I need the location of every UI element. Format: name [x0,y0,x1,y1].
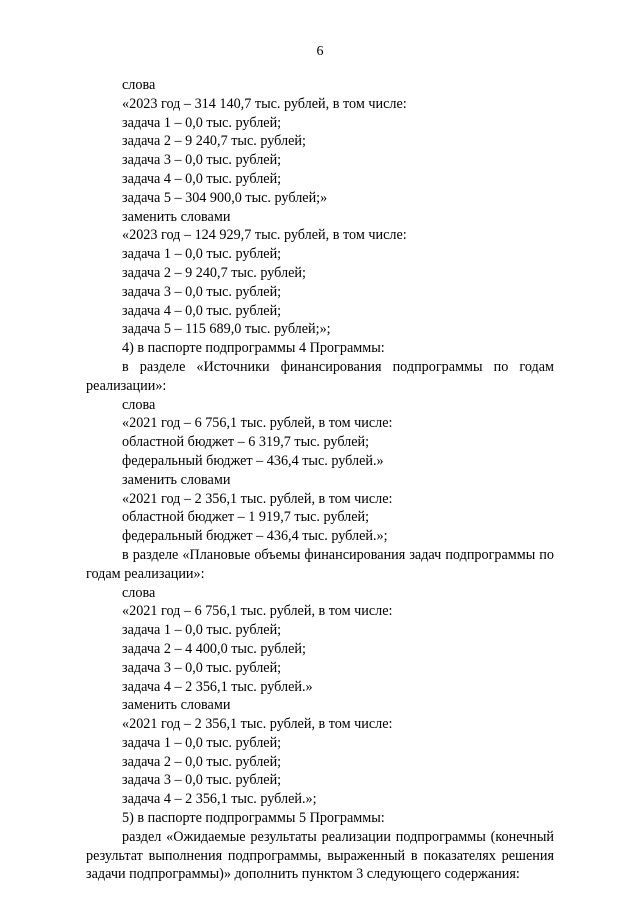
paragraph: заменить словами [122,697,231,714]
paragraph: задача 1 – 0,0 тыс. рублей; [122,114,282,131]
paragraph: «2021 год – 2 356,1 тыс. рублей, в том числе: [122,716,393,733]
paragraph: 4) в паспорте подпрограммы 4 Программы: [122,340,385,357]
paragraph: задача 1 – 0,0 тыс. рублей; [122,734,282,751]
paragraph: задача 2 – 9 240,7 тыс. рублей; [122,264,306,281]
paragraph: задача 3 – 0,0 тыс. рублей; [122,283,282,300]
document-body [86,76,554,884]
paragraph: 5) в паспорте подпрограммы 5 Программы: [122,810,385,827]
paragraph: слова [122,77,156,93]
paragraph: задача 4 – 0,0 тыс. рублей; [122,170,282,187]
paragraph: задача 5 – 115 689,0 тыс. рублей;»; [122,321,331,338]
page-number: 6 [316,44,324,59]
paragraph: «2021 год – 2 356,1 тыс. рублей, в том числе: [122,490,393,507]
paragraph: «2023 год – 124 929,7 тыс. рублей, в том числе: [122,227,407,244]
paragraph: «2023 год – 314 140,7 тыс. рублей, в том числе: [122,95,407,112]
paragraph: задача 4 – 2 356,1 тыс. рублей.» [122,678,313,695]
paragraph: раздел «Ожидаемые результаты реализации подпрограммы (конечный результат выполнения подпрограммы, выраженный в показателях решения задачи подпрограммы)» дополнить пунктом 3 следующего содержания: [86,828,554,883]
paragraph: в разделе «Плановые объемы финансирования задач подпрограммы по годам реализации»: [86,546,554,582]
paragraph: задача 3 – 0,0 тыс. рублей; [122,659,282,676]
paragraph: задача 1 – 0,0 тыс. рублей; [122,246,282,263]
paragraph: федеральный бюджет – 436,4 тыс. рублей.»; [122,528,388,545]
paragraph: задача 5 – 304 900,0 тыс. рублей;» [122,189,328,206]
paragraph: задача 2 – 4 400,0 тыс. рублей; [122,640,306,657]
paragraph: «2021 год – 6 756,1 тыс. рублей, в том числе: [122,415,393,432]
paragraph: федеральный бюджет – 436,4 тыс. рублей.» [122,452,384,469]
paragraph: задача 3 – 0,0 тыс. рублей; [122,772,282,789]
paragraph: задача 4 – 2 356,1 тыс. рублей.»; [122,791,317,808]
paragraph: задача 2 – 0,0 тыс. рублей; [122,753,282,770]
paragraph: задача 1 – 0,0 тыс. рублей; [122,622,282,639]
paragraph: слова [122,584,156,601]
paragraph: в разделе «Источники финансирования подпрограммы по годам реализации»: [86,358,554,394]
paragraph: заменить словами [122,471,231,488]
paragraph: областной бюджет – 1 919,7 тыс. рублей; [122,509,370,526]
paragraph: областной бюджет – 6 319,7 тыс. рублей; [122,434,370,451]
paragraph: слова [122,396,156,413]
paragraph: «2021 год – 6 756,1 тыс. рублей, в том числе: [122,603,393,620]
paragraph: задача 4 – 0,0 тыс. рублей; [122,302,282,319]
paragraph: задача 3 – 0,0 тыс. рублей; [122,152,282,169]
paragraph: заменить словами [122,208,231,225]
paragraph: задача 2 – 9 240,7 тыс. рублей; [122,133,306,150]
